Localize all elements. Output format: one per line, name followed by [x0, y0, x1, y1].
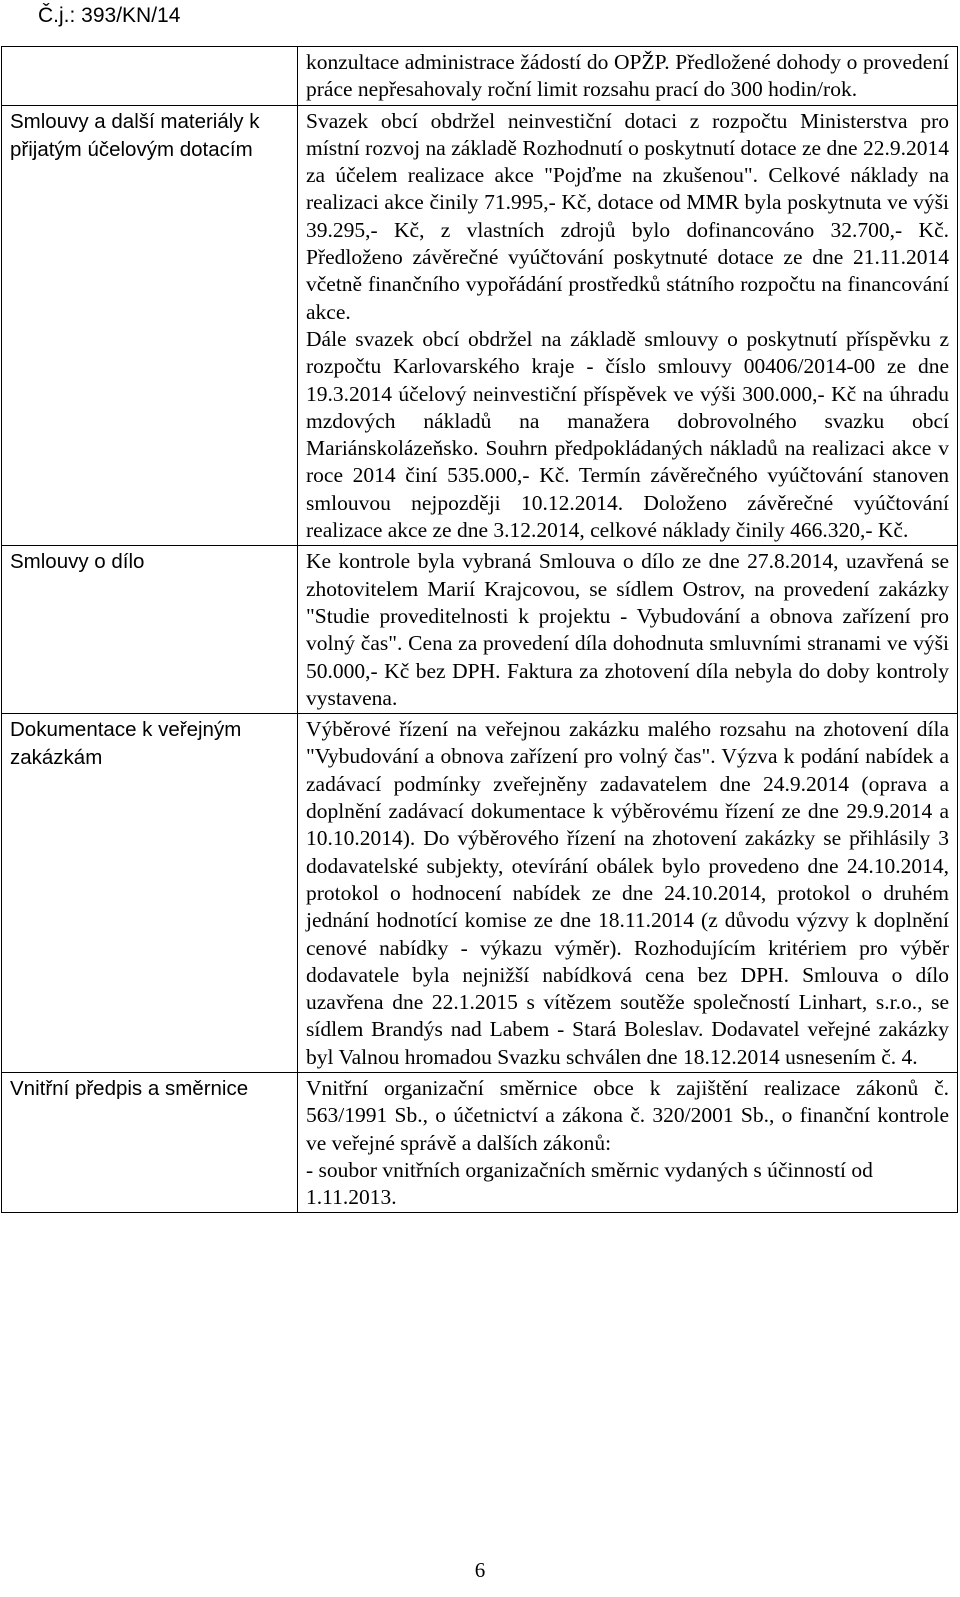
paragraph: konzultace administrace žádostí do OPŽP. Předložené dohody o provedení práce nepřesahovaly roční limit rozsahu prací do 300 hodin/rok.: [306, 50, 949, 102]
document-reference: Č.j.: 393/KN/14: [38, 4, 181, 27]
paragraph: Ke kontrole byla vybraná Smlouva o dílo ze dne 27.8.2014, uzavřená se zhotovitelem Marií Krajcovou, se sídlem Ostrov, na provedení zakázky "Studie proveditelnosti k projektu - Vybudování a obnova zařízení pro volný čas". Cena za provedení díla dohodnuta smluvními stranami ve výši 50.000,- Kč bez DPH. Faktura za zhotovení díla nebyla do doby kontroly vystavena.: [306, 549, 949, 710]
table-row: [2, 714, 958, 1073]
paragraph: Vnitřní organizační směrnice obce k zajištění realizace zákonů č. 563/1991 Sb., o účetnictví a zákona č. 320/2001 Sb., o finanční kontrole ve veřejné správě a dalších zákonů:: [306, 1075, 949, 1155]
row-content-internal-regulations: [298, 1072, 958, 1212]
row-content-subsidy-contracts: [298, 105, 958, 546]
paragraph: Svazek obcí obdržel neinvestiční dotaci z rozpočtu Ministerstva pro místní rozvoj na základě Rozhodnutí o poskytnutí dotace ze dne 22.9.2014 za účelem realizace akce "Pojďme na zkušenou". Celkové náklady na realizaci akce činily 71.995,- Kč, dotace od MMR byla poskytnuta ve výši 39.295,- Kč, z vlastních zdrojů bylo dofinancováno 32.700,- Kč. Předloženo závěrečné vyúčtování poskytnuté dotace ze dne 21.11.2014 včetně finančního vypořádání prostředků státního rozpočtu na financování akce.: [306, 108, 949, 324]
paragraph: - soubor vnitřních organizačních směrnic vydaných s účinností od 1.11.2013.: [306, 1157, 873, 1210]
row-content-work-agreements: [298, 47, 958, 106]
paragraph: Výběrové řízení na veřejnou zakázku malého rozsahu na zhotovení díla "Vybudování a obnova zařízení pro volný čas". Výzva k podání nabídek a zadávací podmínky zveřejněny zadavatelem dne 24.9.2014 (oprava a doplnění zadávací dokumentace k výběrovému řízení ze dne 29.9.2014 a 10.10.2014). Do výběrového řízení na zhotovení zakázky se přihlásily 3 dodavatelské subjekty, otevírání obálek bylo provedeno dne 24.10.2014, protokol o hodnocení nabídek ze dne 24.10.2014, protokol o druhém jednání hodnotící komise ze dne 18.11.2014 (z důvodu výzvy k doplnění cenové nabídky - výkazu výměr). Rozhodujícím kritériem pro výběr dodavatele byla nejnižší nabídková cena bez DPH. Smlouva o dílo uzavřena dne 22.1.2015 s vítězem soutěže společností Linhart, s.r.o., se sídlem Brandýs nad Labem - Stará Boleslav. Dodavatel veřejné zakázky byl Valnou hromadou Svazku schválen dne 18.12.2014 usnesením č. 4.: [306, 717, 949, 1069]
row-content-public-procurement: [298, 714, 958, 1073]
table-row: [2, 105, 958, 546]
inspection-table: [1, 46, 958, 1213]
table-row: [2, 47, 958, 106]
row-label-empty: [2, 47, 298, 106]
paragraph: Dále svazek obcí obdržel na základě smlouvy o poskytnutí příspěvku z rozpočtu Karlovarského kraje - číslo smlouvy 00406/2014-00 ze dne 19.3.2014 účelový neinvestiční příspěvek ve výši 300.000,- Kč na úhradu mzdových nákladů na manažera dobrovolného svazku obcí Mariánskolázeňsko. Souhrn předpokládaných nákladů na realizaci akce v roce 2014 činí 535.000,- Kč. Termín závěrečného vyúčtování stanoven smlouvou nejpozději 10.12.2014. Doloženo závěrečné vyúčtování realizace akce ze dne 3.12.2014, celkové náklady činily 466.320,- Kč.: [306, 326, 949, 543]
row-content-work-contracts: [298, 546, 958, 714]
row-label-internal-regulations: Vnitřní předpis a směrnice: [2, 1072, 298, 1212]
row-label-subsidy-contracts: Smlouvy a další materiály k přijatým účelovým dotacím: [2, 105, 298, 546]
table-row: [2, 546, 958, 714]
table-row: [2, 1072, 958, 1212]
row-label-public-procurement: Dokumentace k veřejným zakázkám: [2, 714, 298, 1073]
page-number: 6: [474, 1558, 486, 1582]
row-label-work-contracts: Smlouvy o dílo: [2, 546, 298, 714]
